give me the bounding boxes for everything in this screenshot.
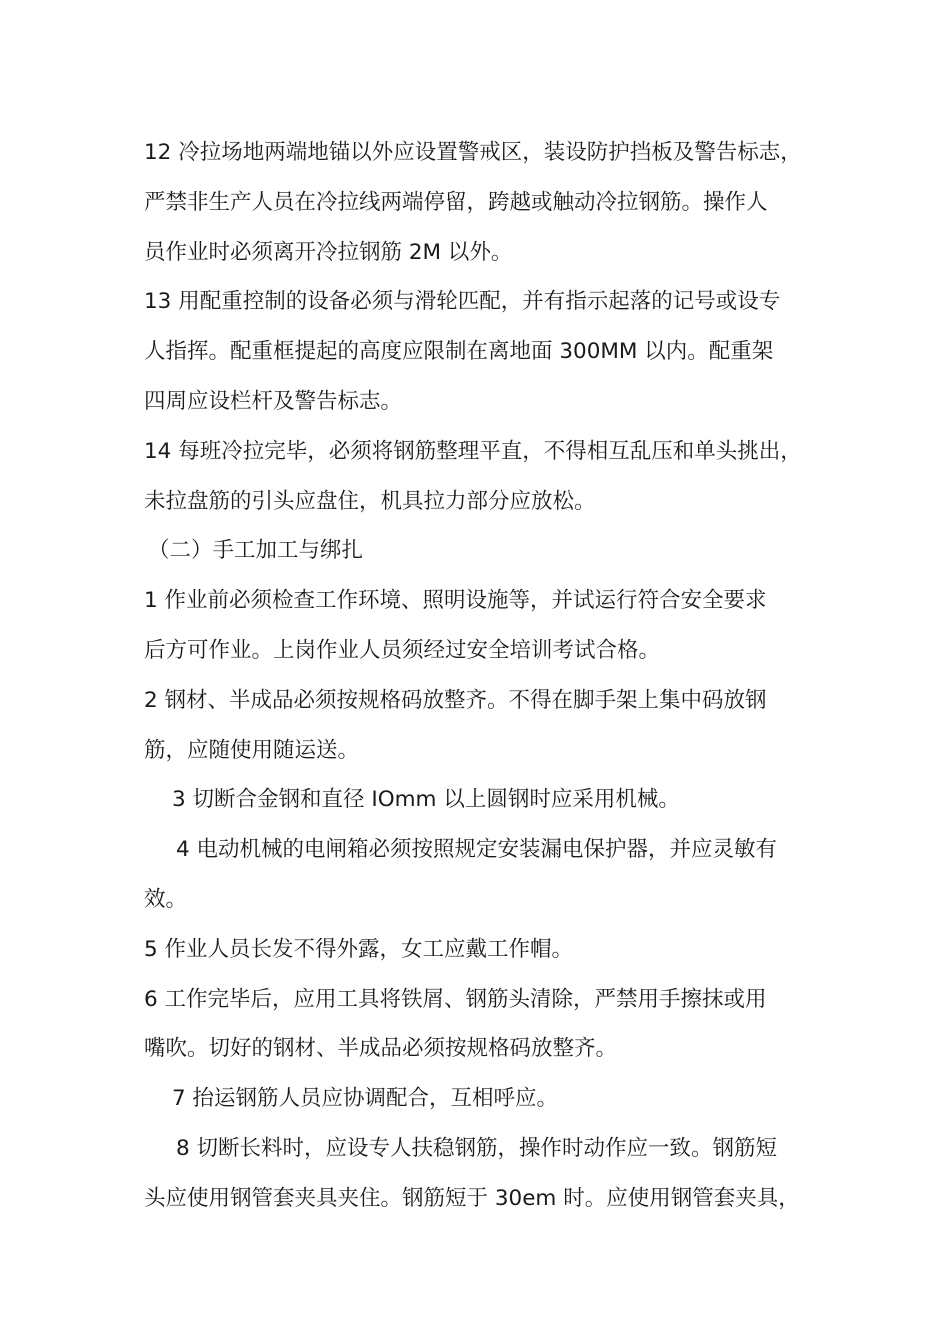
- text-line: 8 切断长料时，应设专人扶稳钢筋，操作时动作应一致。钢筋短: [176, 1135, 778, 1161]
- text-line: 13 用配重控制的设备必须与滑轮匹配，并有指示起落的记号或设专: [144, 289, 781, 315]
- text-line: 员作业时必须离开冷拉钢筋 2M 以外。: [144, 239, 513, 265]
- paragraph-item-s2-6: [144, 975, 824, 1075]
- text-line: 嘴吹。切好的钢材、半成品必须按规格码放整齐。: [144, 1036, 618, 1062]
- text-line: 12 冷拉场地两端地锚以外应设置警戒区，装设防护挡板及警告标志，: [144, 140, 802, 165]
- text-line: 6 工作完毕后，应用工具将铁屑、钢筋头清除，严禁用手擦抹或用: [144, 986, 767, 1012]
- text-line: 7 抬运钢筋人员应协调配合，互相呼应。: [172, 1086, 559, 1112]
- text-line: 5 作业人员长发不得外露，女工应戴工作帽。: [144, 936, 574, 962]
- paragraph-item-s2-7: [144, 1074, 824, 1124]
- section-title: （二）手工加工与绑扎: [148, 538, 364, 564]
- text-line: 2 钢材、半成品必须按规格码放整齐。不得在脚手架上集中码放钢: [144, 687, 767, 713]
- paragraph-item-14: [144, 427, 824, 527]
- text-line: 严禁非生产人员在冷拉线两端停留，跨越或触动冷拉钢筋。操作人: [144, 189, 768, 215]
- text-line: 四周应设栏杆及警告标志。: [144, 388, 403, 414]
- text-line: 效。: [144, 886, 188, 912]
- text-line: 人指挥。配重框提起的高度应限制在离地面 300MM 以内。配重架: [144, 339, 774, 365]
- paragraph-item-s2-1: [144, 576, 824, 676]
- paragraph-item-s2-4: [144, 825, 824, 925]
- paragraph-item-s2-5: [144, 925, 824, 975]
- text-line: 1 作业前必须检查工作环境、照明设施等，并试运行符合安全要求: [144, 588, 767, 614]
- text-line: 筋，应随使用随运送。: [144, 737, 360, 763]
- paragraph-item-s2-3: [144, 775, 824, 825]
- text-line: 14 每班冷拉完毕，必须将钢筋整理平直，不得相互乱压和单头挑出，: [144, 438, 802, 464]
- document-body: [144, 128, 824, 1224]
- paragraph-item-12: [144, 128, 824, 277]
- text-line: 后方可作业。上岗作业人员须经过安全培训考试合格。: [144, 637, 661, 663]
- text-line: 头应使用钢管套夹具夹住。钢筋短于 30em 时。应使用钢管套夹具，: [144, 1185, 800, 1211]
- paragraph-item-s2-2: [144, 676, 824, 776]
- section-heading: [144, 526, 824, 576]
- paragraph-item-s2-8: [144, 1124, 824, 1224]
- paragraph-item-13: [144, 277, 824, 426]
- text-line: 4 电动机械的电闸箱必须按照规定安装漏电保护器，并应灵敏有: [176, 837, 778, 863]
- text-line: 3 切断合金钢和直径 IOmm 以上圆钢时应采用机械。: [172, 787, 680, 813]
- text-line: 未拉盘筋的引头应盘住，机具拉力部分应放松。: [144, 488, 596, 514]
